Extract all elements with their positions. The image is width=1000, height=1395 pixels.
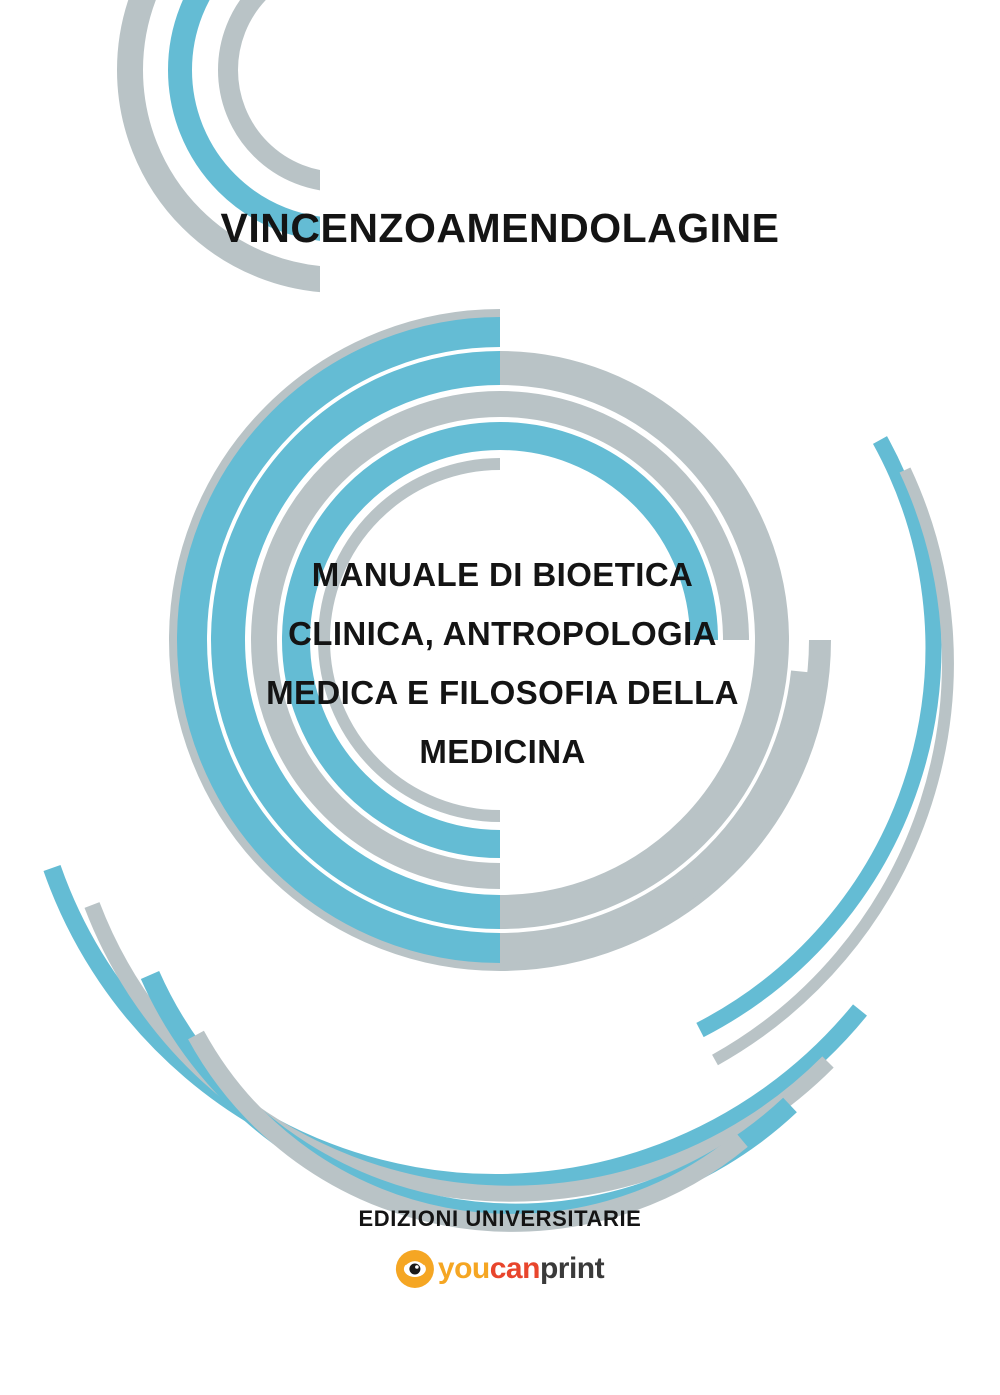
logo-text-print: print (539, 1252, 605, 1285)
title-line-3: MEDICA E FILOSOFIA DELLA (266, 674, 739, 711)
title-line-1: MANUALE DI BIOETICA (311, 556, 694, 593)
publisher-logo (396, 1248, 604, 1290)
title-line-4: MEDICINA (419, 733, 586, 770)
title-line-2: CLINICA, ANTROPOLOGIA (288, 615, 717, 652)
author-name: VINCENZOAMENDOLAGINE (220, 205, 780, 251)
logo-text-you: you (437, 1252, 490, 1285)
youcanprint-eye-icon (396, 1250, 434, 1288)
logo-text-can: can (489, 1252, 540, 1285)
book-title (225, 545, 780, 781)
publisher-imprint: EDIZIONI UNIVERSITARIE (358, 1206, 642, 1231)
